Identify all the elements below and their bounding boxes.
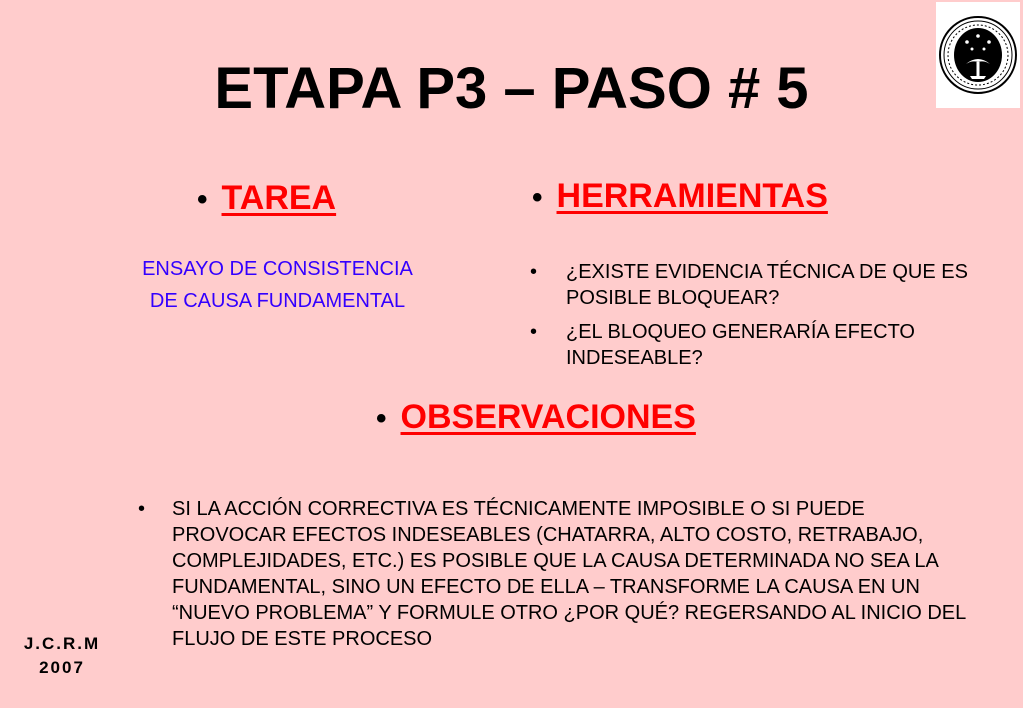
herramientas-bullet: • bbox=[532, 181, 543, 214]
tarea-line-2: DE CAUSA FUNDAMENTAL bbox=[149, 290, 406, 312]
herramientas-list bbox=[530, 259, 970, 379]
observaciones-heading-label: OBSERVACIONES bbox=[400, 398, 696, 436]
author-footer bbox=[10, 632, 114, 680]
slide-title: ETAPA P3 – PASO # 5 bbox=[214, 56, 809, 121]
tarea-description bbox=[100, 253, 455, 317]
list-item: • ¿EXISTE EVIDENCIA TÉCNICA DE QUE ES POSIBLE BLOQUEAR? bbox=[530, 261, 968, 309]
herramientas-item-1: ¿EXISTE EVIDENCIA TÉCNICA DE QUE ES POSIBLE BLOQUEAR? bbox=[566, 261, 968, 309]
footer-year: 2007 bbox=[39, 658, 85, 677]
tarea-heading-label: TAREA bbox=[221, 179, 337, 217]
tarea-bullet: • bbox=[197, 183, 208, 216]
footer-author: J.C.R.M bbox=[23, 634, 101, 653]
herramientas-heading bbox=[532, 176, 828, 218]
observaciones-list bbox=[138, 496, 978, 652]
herramientas-item-2: ¿EL BLOQUEO GENERARÍA EFECTO INDESEABLE? bbox=[566, 321, 915, 369]
observaciones-bullet: • bbox=[376, 402, 387, 435]
observaciones-item-1: SI LA ACCIÓN CORRECTIVA ES TÉCNICAMENTE IMPOSIBLE O SI PUEDE PROVOCAR EFECTOS INDESEABLES (CHATARRA, ALTO COSTO, RETRABAJO, COMPLEJIDADES, ETC.) ES POSIBLE QUE LA CAUSA DETERMINADA NO SEA LA FUNDAMENTAL, SINO UN EFECTO DE ELLA – TRANSFORME LA CAUSA EN UN “NUEVO PROBLEMA” Y FORMULE OTRO ¿POR QUÉ? REGERSANDO AL INICIO DEL FLUJO DE ESTE PROCESO bbox=[172, 498, 966, 650]
tarea-line-1: ENSAYO DE CONSISTENCIA bbox=[142, 258, 413, 280]
observaciones-heading bbox=[376, 397, 696, 439]
list-item: • ¿EL BLOQUEO GENERARÍA EFECTO INDESEABLE? bbox=[530, 321, 915, 369]
tarea-heading bbox=[197, 178, 336, 220]
herramientas-heading-label: HERRAMIENTAS bbox=[556, 177, 828, 215]
university-seal-icon bbox=[936, 2, 1020, 108]
list-item: • SI LA ACCIÓN CORRECTIVA ES TÉCNICAMENTE IMPOSIBLE O SI PUEDE PROVOCAR EFECTOS INDESEABLES (CHATARRA, ALTO COSTO, RETRABAJO, COMPLEJIDADES, ETC.) ES POSIBLE QUE LA CAUSA DETERMINADA NO SEA LA FUNDAMENTAL, SINO UN EFECTO DE ELLA – TRANSFORME LA CAUSA EN UN “NUEVO PROBLEMA” Y FORMULE OTRO ¿POR QUÉ? REGERSANDO AL INICIO DEL FLUJO DE ESTE PROCESO bbox=[138, 498, 966, 650]
